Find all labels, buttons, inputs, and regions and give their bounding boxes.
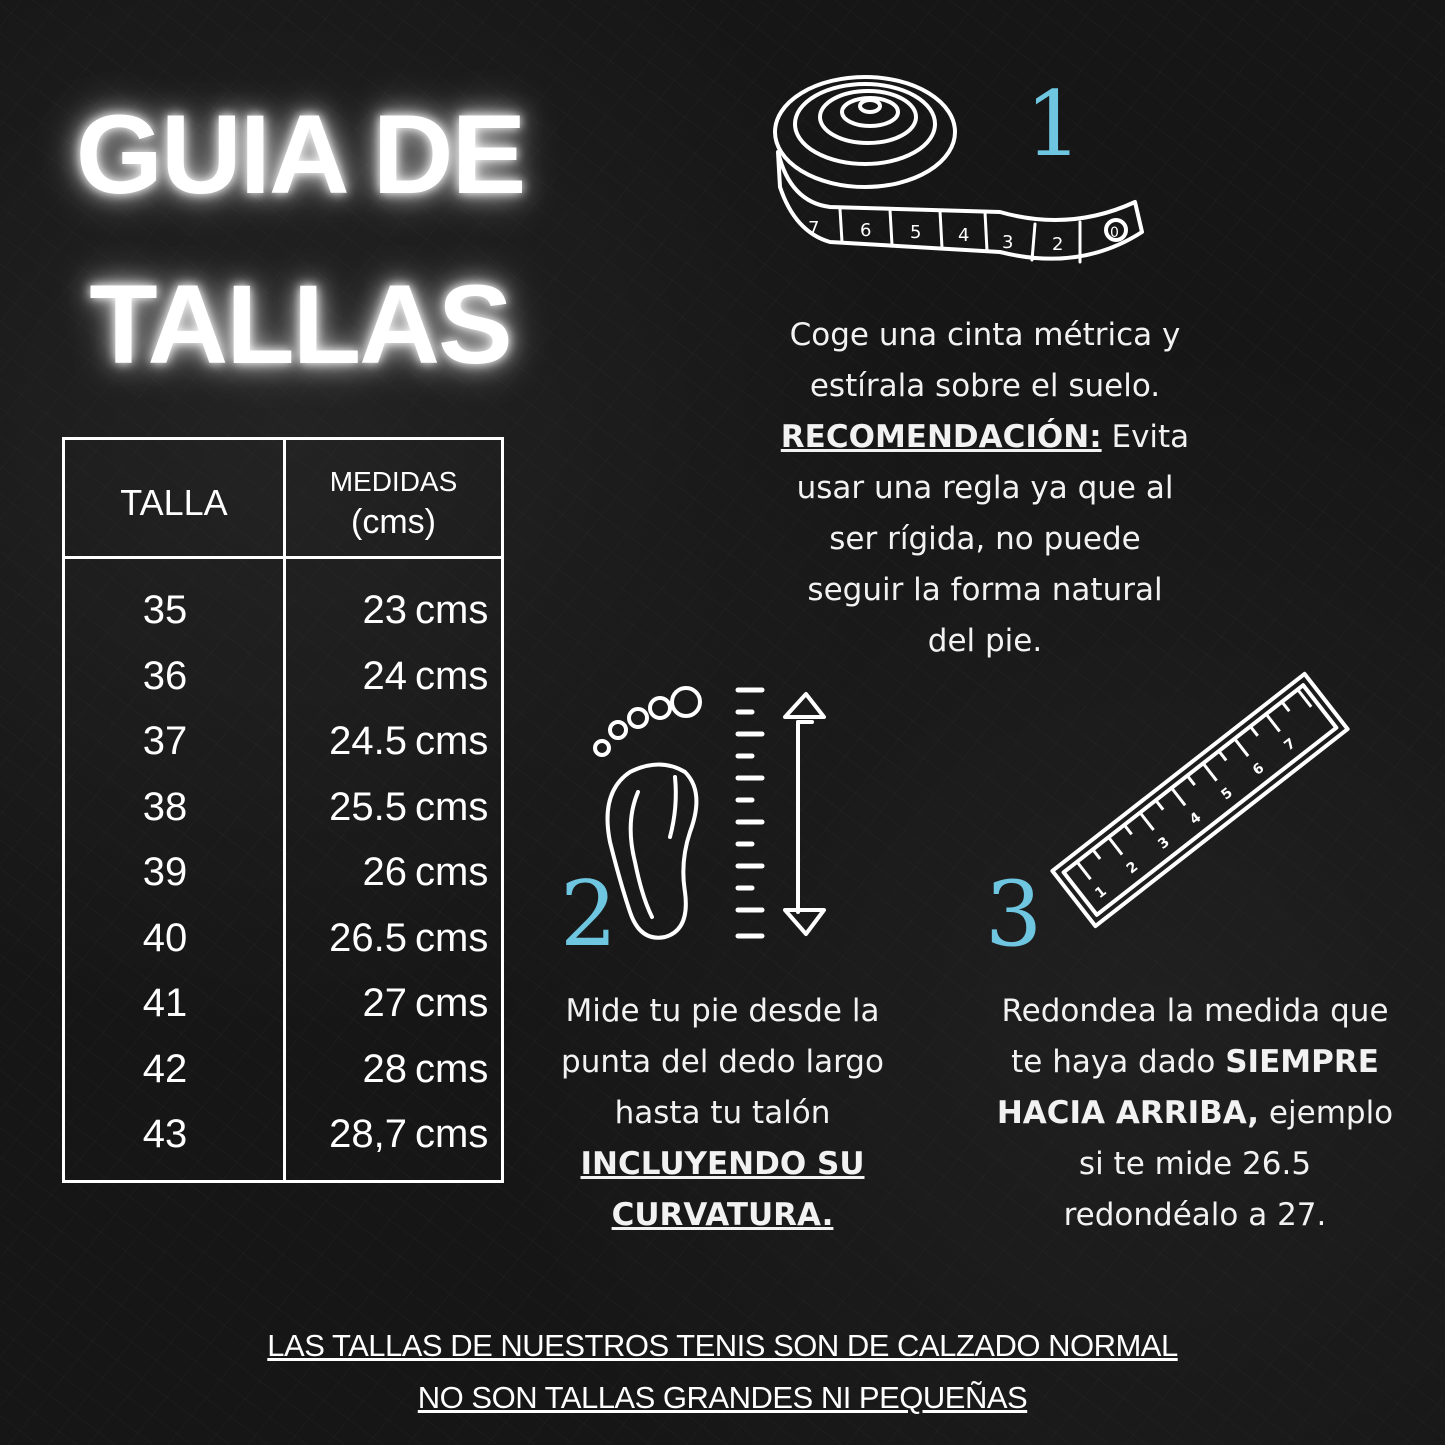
unit-cell: cms (415, 915, 489, 960)
step-2-number: 2 (560, 862, 618, 967)
scale-ruler-icon (738, 690, 762, 936)
talla-cell: 42 (142, 1046, 188, 1091)
step-3-line: ejemplo (1259, 1095, 1394, 1131)
medida-cell: 25.5 (329, 784, 407, 829)
medida-cell: 27 (362, 981, 407, 1025)
talla-cell: 35 (142, 588, 188, 632)
ruler-number-2: 2 (1123, 858, 1142, 878)
talla-cell: 38 (142, 784, 188, 829)
tape-number-6: 6 (860, 220, 872, 241)
unit-cell: cms (415, 588, 489, 632)
medida-cell: 24 (362, 653, 407, 698)
medida-cell: 28,7 (329, 1112, 407, 1156)
step-1-line: Coge una cinta métrica y (789, 317, 1181, 353)
step-3-line: te haya dado (1011, 1044, 1226, 1080)
table-row (65, 644, 501, 710)
measuring-tape-icon (770, 62, 1150, 282)
step-3-line: si te mide 26.5 (1078, 1146, 1312, 1182)
ruler-number-7: 7 (1281, 735, 1299, 755)
footer-line-2: NO SON TALLAS GRANDES NI PEQUEÑAS (417, 1380, 1028, 1415)
step-1-line: usar una regla ya que al (796, 470, 1174, 506)
header-medidas (286, 462, 501, 542)
talla-cell: 37 (142, 719, 188, 763)
recommendation-label: RECOMENDACIÓN: (780, 419, 1102, 455)
unit-cell: cms (415, 1046, 489, 1091)
table-row (65, 775, 501, 841)
tape-number-2: 2 (1052, 234, 1064, 255)
medida-cell: 26 (362, 850, 407, 894)
header-talla: TALLA (120, 482, 228, 523)
step-1-line: del pie. (927, 623, 1043, 659)
table-row (65, 1102, 501, 1168)
table-row (65, 840, 501, 906)
tape-number-3: 3 (1002, 232, 1014, 253)
unit-cell: cms (415, 719, 489, 763)
title-line-1: GUIA DE (75, 92, 525, 217)
header-medidas-unit: (cms) (351, 503, 436, 541)
unit-cell: cms (415, 850, 489, 894)
table-row (65, 709, 501, 775)
talla-cell: 40 (142, 915, 188, 960)
ruler-number-5: 5 (1218, 784, 1236, 804)
step-1-line: seguir la forma natural (807, 572, 1163, 608)
step-3-number: 3 (985, 862, 1043, 967)
table-body (65, 578, 501, 1168)
unit-cell: cms (415, 653, 489, 698)
step-1-recommendation (745, 412, 1225, 463)
size-table (62, 437, 504, 1183)
foot-measure-icon (590, 682, 830, 947)
ruler-number-6: 6 (1249, 760, 1268, 779)
step-3-emphasis: SIEMPRE (1225, 1044, 1379, 1080)
title-line-2: TALLAS (89, 262, 511, 387)
step-2-emphasis: CURVATURA. (611, 1197, 834, 1233)
unit-cell: cms (415, 1112, 489, 1156)
step-2-emphasis: INCLUYENDO SU (580, 1146, 865, 1182)
step-2-line: Mide tu pie desde la (565, 993, 880, 1029)
table-header-divider (65, 556, 501, 559)
ruler-number-1: 1 (1092, 883, 1110, 902)
ruler-number-3: 3 (1155, 834, 1173, 853)
step-2-text (530, 986, 915, 1241)
talla-cell: 36 (142, 653, 188, 698)
ruler-number-4: 4 (1186, 809, 1205, 828)
step-1-line: ser rígida, no puede (829, 521, 1141, 557)
medida-cell: 28 (362, 1046, 407, 1091)
footer-note (0, 1320, 1445, 1424)
tape-number-5: 5 (910, 222, 922, 243)
tape-number-7: 7 (808, 218, 820, 239)
step-1-number: 1 (1025, 72, 1083, 177)
medida-cell: 24.5 (329, 719, 407, 763)
talla-cell: 43 (142, 1112, 188, 1156)
unit-cell: cms (415, 784, 489, 829)
step-1-line: estírala sobre el suelo. (809, 368, 1161, 404)
step-3-line-3 (975, 1088, 1415, 1139)
talla-cell: 41 (142, 981, 188, 1025)
step-3-text (975, 986, 1415, 1241)
tape-number-0: 0 (1110, 225, 1119, 241)
page-title (40, 70, 560, 410)
unit-cell: cms (415, 981, 489, 1025)
footer-line-1: LAS TALLAS DE NUESTROS TENIS SON DE CALZADO NORMAL (267, 1328, 1178, 1363)
step-2-line: hasta tu talón (614, 1095, 831, 1131)
ruler-icon (1040, 650, 1350, 950)
table-row (65, 1037, 501, 1103)
tape-number-4: 4 (958, 225, 970, 246)
step-2-line: punta del dedo largo (561, 1044, 884, 1080)
vertical-double-arrow-icon (785, 694, 824, 934)
step-1-text (745, 310, 1225, 667)
step-1-line: Evita (1101, 419, 1190, 455)
step-3-emphasis: HACIA ARRIBA, (996, 1095, 1260, 1131)
table-row (65, 906, 501, 972)
step-3-line-2 (975, 1037, 1415, 1088)
step-3-line: Redondea la medida que (1001, 993, 1389, 1029)
medida-cell: 26.5 (329, 915, 407, 960)
table-row (65, 971, 501, 1037)
header-medidas-label: MEDIDAS (329, 466, 458, 497)
step-3-line: redondéalo a 27. (1063, 1197, 1327, 1233)
table-row (65, 578, 501, 644)
medida-cell: 23 (362, 588, 407, 632)
talla-cell: 39 (142, 850, 188, 894)
